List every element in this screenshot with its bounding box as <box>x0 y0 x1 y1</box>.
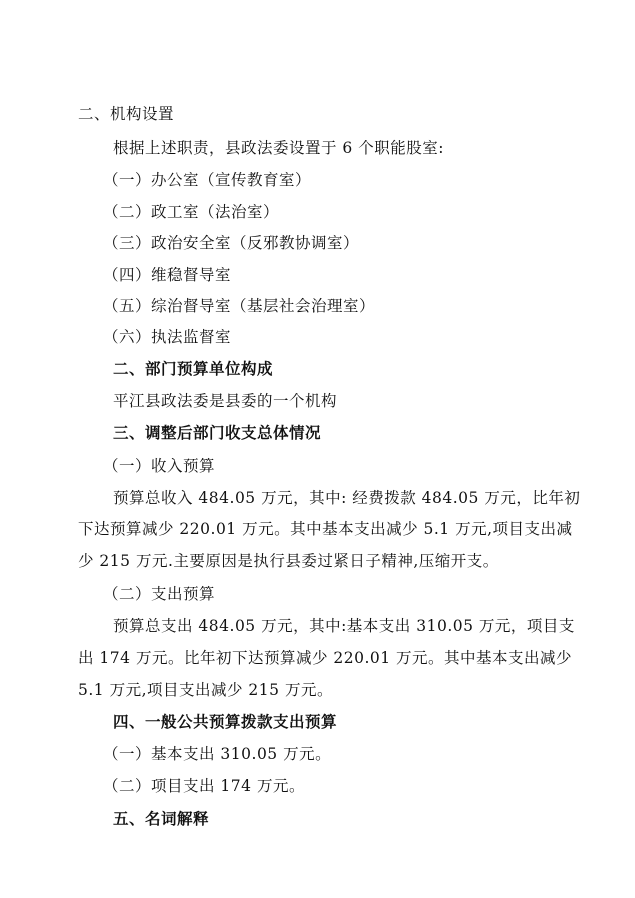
public-budget-item: （二）项目支出 174 万元。 <box>103 777 305 795</box>
section-heading-organization: 二、机构设置 <box>78 105 175 123</box>
public-budget-item: （一）基本支出 310.05 万元。 <box>103 745 332 763</box>
org-unit-item: （五）综治督导室（基层社会治理室） <box>103 297 376 315</box>
org-unit-item: （二）政工室（法治室） <box>103 203 280 221</box>
section-heading-glossary: 五、名词解释 <box>113 810 210 828</box>
section-heading-revenue-expenditure: 三、调整后部门收支总体情况 <box>113 424 322 442</box>
org-unit-item: （四）维稳督导室 <box>103 266 232 284</box>
org-unit-item: （三）政治安全室（反邪教协调室） <box>103 234 360 252</box>
expense-paragraph-line: 预算总支出 484.05 万元，其中:基本支出 310.05 万元，项目支 <box>113 617 575 635</box>
expense-budget-heading: （二）支出预算 <box>103 585 216 603</box>
organization-intro-text: 根据上述职责，县政法委设置于 6 个职能股室: <box>113 139 444 157</box>
income-budget-heading: （一）收入预算 <box>103 457 216 475</box>
section-heading-public-budget: 四、一般公共预算拨款支出预算 <box>113 713 338 731</box>
expense-paragraph-line: 5.1 万元,项目支出减少 215 万元。 <box>78 681 333 699</box>
org-unit-item: （一）办公室（宣传教育室） <box>103 171 312 189</box>
income-paragraph-line: 少 215 万元.主要原因是执行县委过紧日子精神,压缩开支。 <box>78 552 499 570</box>
org-unit-item: （六）执法监督室 <box>103 328 232 346</box>
income-paragraph-line: 下达预算减少 220.01 万元。其中基本支出减少 5.1 万元,项目支出减 <box>78 520 573 538</box>
income-paragraph-line: 预算总收入 484.05 万元，其中: 经费拨款 484.05 万元，比年初 <box>113 489 581 507</box>
expense-paragraph-line: 出 174 万元。比年初下达预算减少 220.01 万元。其中基本支出减少 <box>78 649 573 667</box>
budget-units-text: 平江县政法委是县委的一个机构 <box>113 392 338 410</box>
section-heading-budget-units: 二、部门预算单位构成 <box>113 360 274 378</box>
